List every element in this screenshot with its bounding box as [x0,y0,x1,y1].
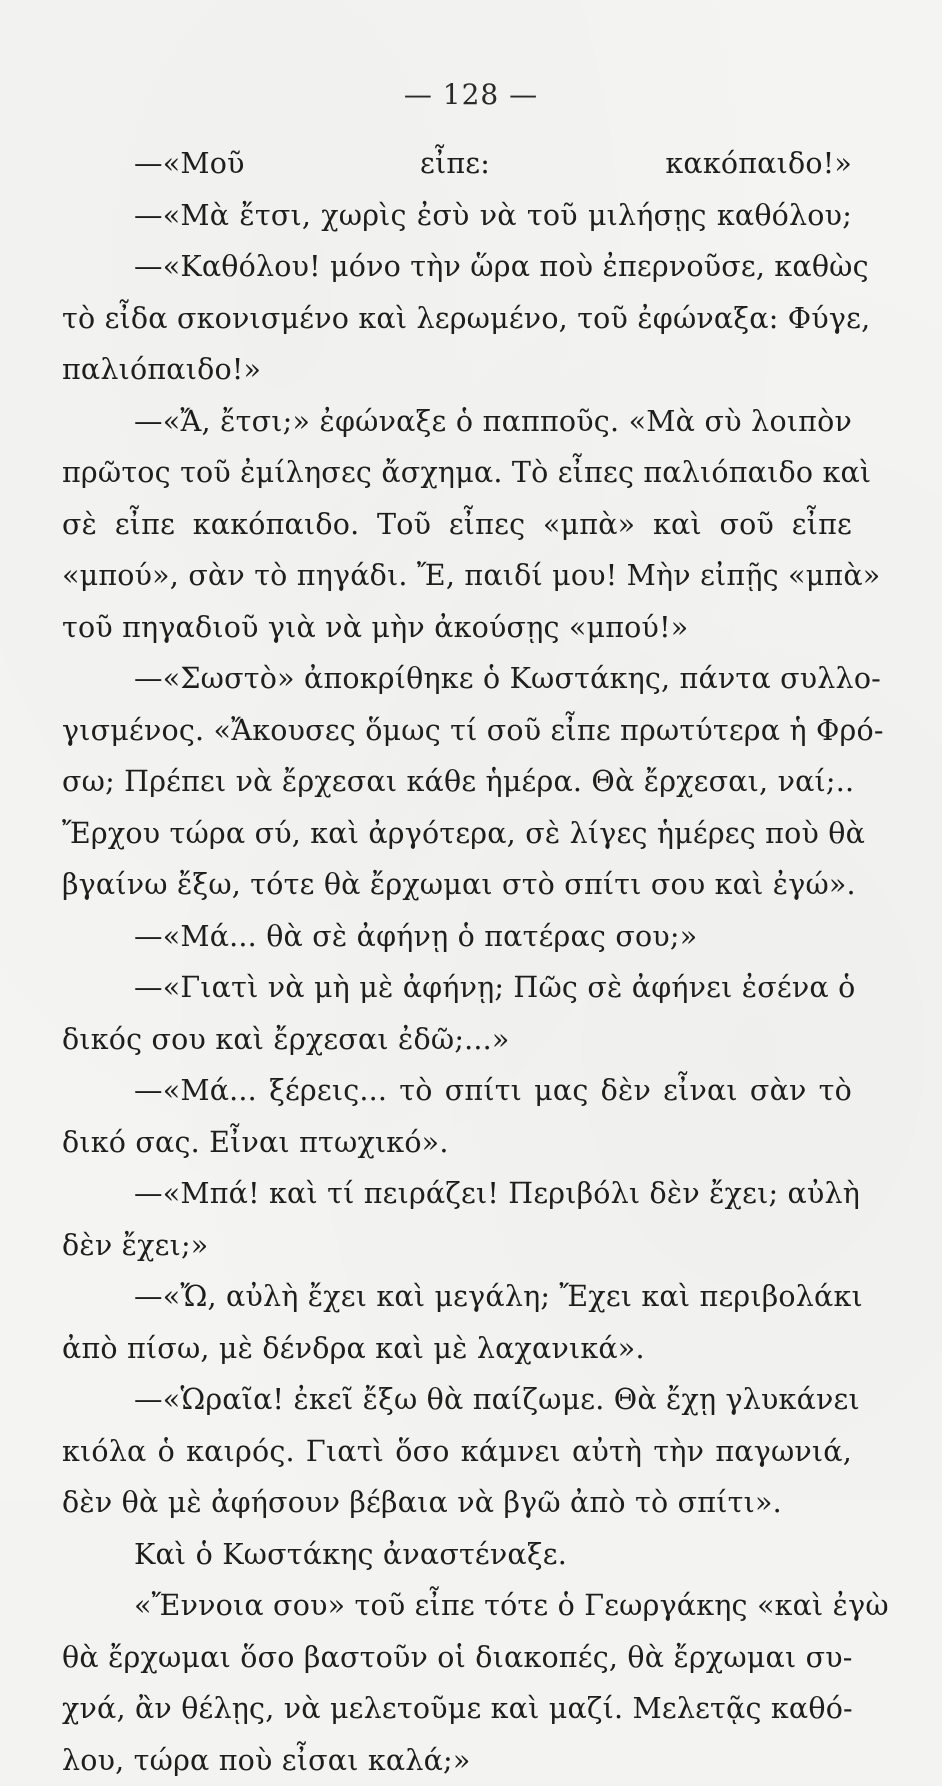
line-text: —«Γιατὶ νὰ μὴ μὲ ἀφήνῃ; Πῶς σὲ ἀφήνει ἐσένα ὁ [134,962,855,1014]
text-line [62,293,852,345]
text-line [62,1065,852,1117]
text-line [62,550,852,602]
text-line [62,499,852,551]
line-text: κιόλα ὁ καιρός. Γιατὶ ὅσο κάμνει αὐτὴ τὴν παγωνιά, [62,1426,852,1478]
line-text: «Ἔννοια σου» τοῦ εἶπε τότε ὁ Γεωργάκης «καὶ ἐγὼ [134,1580,889,1632]
line-text: τὸ εἶδα σκονισμένο καὶ λερωμένο, τοῦ ἐφώναξα: Φύγε, [62,293,870,345]
line-text: δικός σου καὶ ἔρχεσαι ἐδῶ;...» [62,1014,852,1066]
line-text: δὲν ἔχει;» [62,1220,852,1272]
line-text: βγαίνω ἔξω, τότε θὰ ἔρχωμαι στὸ σπίτι σου καὶ ἐγώ». [62,859,856,911]
text-line [62,859,852,911]
line-text: δικό σας. Εἶναι πτωχικό». [62,1117,852,1169]
text-line [62,1168,852,1220]
text-line [62,138,852,190]
line-text: σω; Πρέπει νὰ ἔρχεσαι κάθε ἡμέρα. Θὰ ἔρχεσαι, ναί;.. [62,756,854,808]
line-text: σὲ εἶπε κακόπαιδο. Τοῦ εἶπες «μπὰ» καὶ σοῦ εἶπε [62,499,852,551]
text-line [62,1735,852,1786]
line-text: ἀπὸ πίσω, μὲ δένδρα καὶ μὲ λαχανικά». [62,1323,852,1375]
line-text: —«Καθόλου! μόνο τὴν ὥρα ποὺ ἐπερνοῦσε, καθὼς [134,241,869,293]
text-line [62,1271,852,1323]
text-line [62,1683,852,1735]
text-line [62,756,852,808]
line-text: —«Ὡραῖα! ἐκεῖ ἔξω θὰ παίζωμε. Θὰ ἔχῃ γλυκάνει [134,1374,860,1426]
text-line [62,1477,852,1529]
text-line [62,1374,852,1426]
line-text: —«Μπά! καὶ τί πειράζει! Περιβόλι δὲν ἔχει; αὐλὴ [134,1168,860,1220]
line-text: —«Μὰ ἔτσι, χωρὶς ἐσὺ νὰ τοῦ μιλήσῃς καθόλου; [134,190,852,242]
text-line [62,447,852,499]
text-line [62,1580,852,1632]
line-text: —«Ὤ, αὐλὴ ἔχει καὶ μεγάλη; Ἔχει καὶ περιβολάκι [134,1271,863,1323]
text-line [62,241,852,293]
text-line [62,1426,852,1478]
line-text: δὲν θὰ μὲ ἀφήσουν βέβαια νὰ βγῶ ἀπὸ τὸ σπίτι». [62,1477,852,1529]
line-text: λου, τώρα ποὺ εἶσαι καλά;» [62,1735,852,1786]
line-text: «μπού», σὰν τὸ πηγάδι. Ἔ, παιδί μου! Μὴν εἰπῇς «μπὰ» [62,550,880,602]
line-text: πρῶτος τοῦ ἐμίλησες ἄσχημα. Τὸ εἶπες παλιόπαιδο καὶ [62,447,871,499]
text-line [62,962,852,1014]
text-line [62,911,852,963]
text-line [62,602,852,654]
line-text: Ἔρχου τώρα σύ, καὶ ἀργότερα, σὲ λίγες ἡμέρες ποὺ θὰ [62,808,865,860]
line-text: γισμένος. «Ἄκουσες ὅμως τί σοῦ εἶπε πρωτύτερα ἡ Φρό- [62,705,884,757]
text-line [62,808,852,860]
line-text: Καὶ ὁ Κωστάκης ἀναστέναξε. [134,1529,852,1581]
text-line [62,344,852,396]
text-line [62,190,852,242]
text-line [62,1632,852,1684]
line-text: —«Μά... ξέρεις... τὸ σπίτι μας δὲν εἶναι σὰν τὸ [134,1065,852,1117]
text-line [62,1014,852,1066]
text-line [62,1529,852,1581]
page-number: — 128 — [0,78,942,111]
line-text: παλιόπαιδο!» [62,344,852,396]
body-text [62,138,852,1786]
line-text: τοῦ πηγαδιοῦ γιὰ νὰ μὴν ἀκούσῃς «μπού!» [62,602,852,654]
text-line [62,653,852,705]
text-line [62,1117,852,1169]
line-text: —«Σωστὸ» ἀποκρίθηκε ὁ Κωστάκης, πάντα συλλο- [134,653,881,705]
line-text: —«Μά... θὰ σὲ ἀφήνῃ ὁ πατέρας σου;» [134,911,852,963]
line-text: —«Μοῦ εἶπε: κακόπαιδο!» [134,138,852,190]
line-text: χνά, ἂν θέλῃς, νὰ μελετοῦμε καὶ μαζί. Μελετᾷς καθό- [62,1683,853,1735]
text-line [62,396,852,448]
text-line [62,1323,852,1375]
line-text: θὰ ἔρχωμαι ὅσο βαστοῦν οἱ διακοπές, θὰ ἔρχωμαι συ- [62,1632,853,1684]
text-line [62,705,852,757]
text-line [62,1220,852,1272]
line-text: —«Ἄ, ἔτσι;» ἐφώναξε ὁ παπποῦς. «Μὰ σὺ λοιπὸν [134,396,852,448]
